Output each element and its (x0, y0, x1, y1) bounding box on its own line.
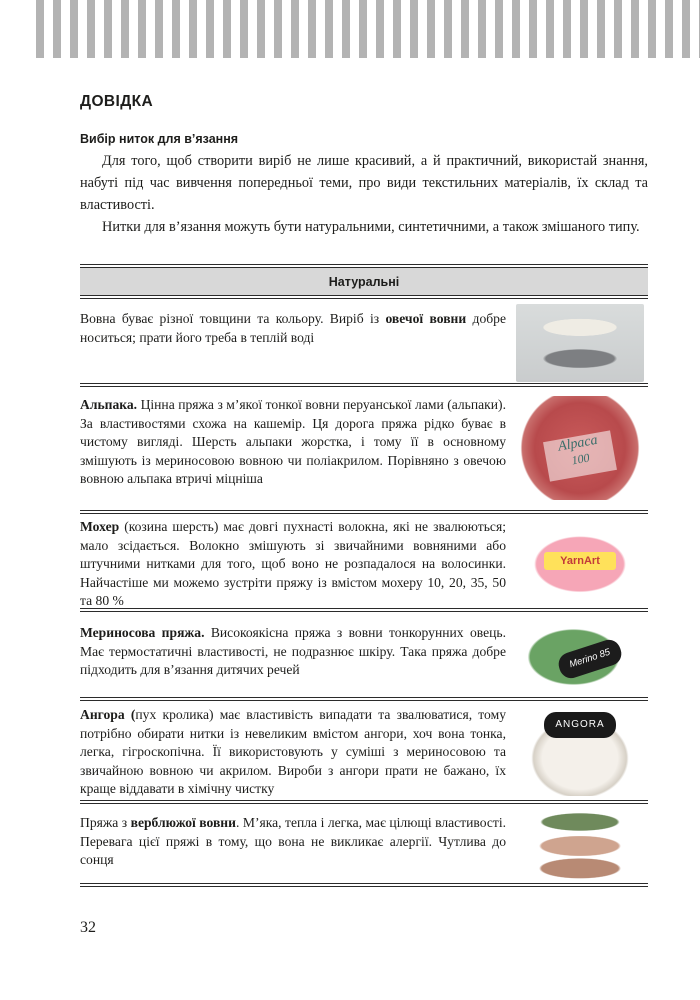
table-row-camel (80, 814, 648, 886)
page-number: 32 (80, 919, 96, 936)
intro-paragraph-1: Для того, щоб створити виріб не лише красивий, а й практичний, використай знання, набуті під час вивчення попередньої теми, про види текстильних матеріалів, їх склад та властивості. (80, 153, 648, 213)
table-header-natural: Натуральні (80, 268, 648, 295)
mohair-yarn-image (516, 518, 644, 602)
table-row-mohair (80, 518, 648, 608)
yarn-label: ANGORA (544, 712, 616, 738)
row-text: Мохер (козина шерсть) має довгі пухнасті волокна, які не звалюються; мало зсідається. Волокно змішують зі звичайними вовняними або штучними нитками для того, щоб воно не розпадалося на волосинки. Найчастіше ми можемо зустріти пряжу із вмістом мохеру 10, 20, 35, 50 та 80 % (80, 519, 506, 608)
sheep-wool-yarn-image (516, 304, 644, 382)
table-row-alpaca (80, 396, 648, 506)
row-separator (80, 883, 648, 887)
row-separator (80, 800, 648, 804)
table-row-wool (80, 310, 648, 382)
row-text: Альпака. Цінна пряжа з м’якої тонкої вовни перуанської лами (альпаки). За властивостями схожа на кашемір. Ця дорога пряжа рідко буває в чистому вигляді. Шерсть альпаки жорстка, і тому її в основному змішують із мериносовою вовною чи поліакрилом. Порівняно з овечою вовною альпака втричі міцніша (80, 397, 506, 486)
row-text: Пряжа з верблюжої вовни. М’яка, тепла і легка, має цілющі властивості. Перевага цієї пряжі в тому, що вона не викликає алергії. Чутлива до сонця (80, 815, 506, 867)
row-separator (80, 608, 648, 612)
yarn-table-header (80, 264, 648, 299)
yarn-label: Merino 85 (556, 637, 625, 682)
table-row-merino (80, 624, 648, 694)
camel-wool-yarn-image (516, 806, 644, 886)
merino-yarn-image (516, 618, 644, 696)
intro-text (80, 150, 648, 238)
row-separator (80, 697, 648, 701)
alpaca-yarn-image (516, 396, 644, 500)
decorative-stripe-banner (36, 0, 700, 58)
row-text: Мериносова пряжа. Високоякісна пряжа з вовни тонкорунних овець. Має термостатичні властивості, не подразнює шкіру. Така пряжа добре підходить для в’язання дитячих речей (80, 625, 506, 677)
intro-paragraph-2: Нитки для в’язання можуть бути натуральними, синтетичними, а також змішаного типу. (102, 219, 640, 235)
table-row-angora (80, 706, 648, 798)
subsection-title: Вибір ниток для в’язання (80, 132, 239, 146)
row-text: Вовна буває різної товщини та кольору. Виріб із овечої вовни добре носиться; прати його треба в теплій воді (80, 311, 507, 345)
yarn-label: Alpaca 100 (543, 430, 617, 481)
yarn-label: YarnArt (544, 552, 616, 570)
row-separator (80, 383, 648, 387)
double-rule (80, 295, 648, 299)
angora-yarn-image (516, 706, 644, 796)
row-separator (80, 510, 648, 514)
row-text: Ангора (пух кролика) має властивість випадати та звалюватися, тому потрібно обирати нитки із невеликим вмістом ангори, хоч вона тонка, легка, гігроскопічна. Її використовують у суміші з мериносовою та звичайною вовною чи акрилом. Вироби з ангори прати не бажано, їх краще віддавати в хімічну чистку (80, 707, 506, 796)
section-title: ДОВІДКА (80, 93, 154, 110)
